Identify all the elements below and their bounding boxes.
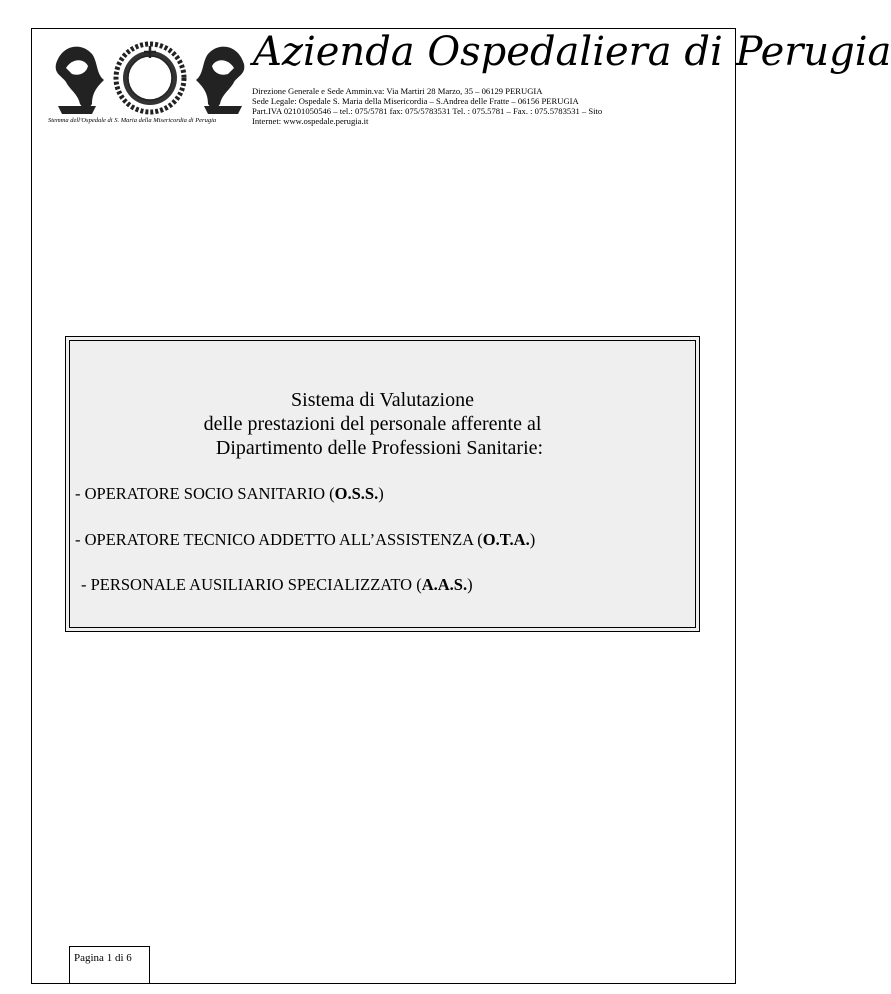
- role-item-suffix: ): [378, 484, 384, 503]
- header-address-line: Direzione Generale e Sede Ammin.va: Via Martiri 28 Marzo, 35 – 06129 PERUGIA: [252, 86, 543, 96]
- role-item-aas: [81, 575, 473, 595]
- footer-frame-top: [69, 946, 149, 947]
- role-item-ota: [75, 530, 535, 550]
- header-website-line: Internet: www.ospedale.perugia.it: [252, 116, 369, 126]
- role-item-text: - OPERATORE SOCIO SANITARIO (: [75, 484, 335, 503]
- header-legal-seat-line: Sede Legale: Ospedale S. Maria della Misericordia – S.Andrea delle Fratte – 06156 PERUGIA: [252, 96, 579, 106]
- role-item-suffix: ): [529, 530, 536, 549]
- coat-of-arms-logo: [52, 34, 248, 126]
- document-title-box: [65, 336, 700, 632]
- logo-caption: Stemma dell'Ospedale di S. Maria della Misericordia di Perugia: [48, 117, 217, 124]
- title-line-2: delle prestazioni del personale afferente al: [203, 413, 542, 435]
- institution-title: Azienda Ospedaliera di Perugia: [253, 29, 891, 75]
- title-line-3: Dipartimento delle Professioni Sanitarie:: [215, 437, 544, 459]
- title-line-1: Sistema di Valutazione: [291, 389, 474, 411]
- footer-frame-right: [149, 946, 150, 984]
- role-abbreviation: O.T.A.: [482, 530, 530, 549]
- role-abbreviation: A.A.S.: [421, 575, 468, 594]
- role-item-suffix: ): [467, 575, 473, 594]
- footer-frame-left: [69, 946, 70, 984]
- header-vat-contacts-line: Part.IVA 02101050546 – tel.: 075/5781 fax: 075/5783531 Tel. : 075.5781 – Fax. : 075.5783531 – Sito: [252, 106, 603, 116]
- role-abbreviation: O.S.S.: [334, 484, 379, 503]
- role-item-text: - PERSONALE AUSILIARIO SPECIALIZZATO (: [81, 575, 422, 594]
- role-item-text: - OPERATORE TECNICO ADDETTO ALL’ASSISTENZA (: [75, 530, 483, 549]
- page-number: Pagina 1 di 6: [74, 952, 132, 964]
- role-item-oss: [75, 484, 384, 504]
